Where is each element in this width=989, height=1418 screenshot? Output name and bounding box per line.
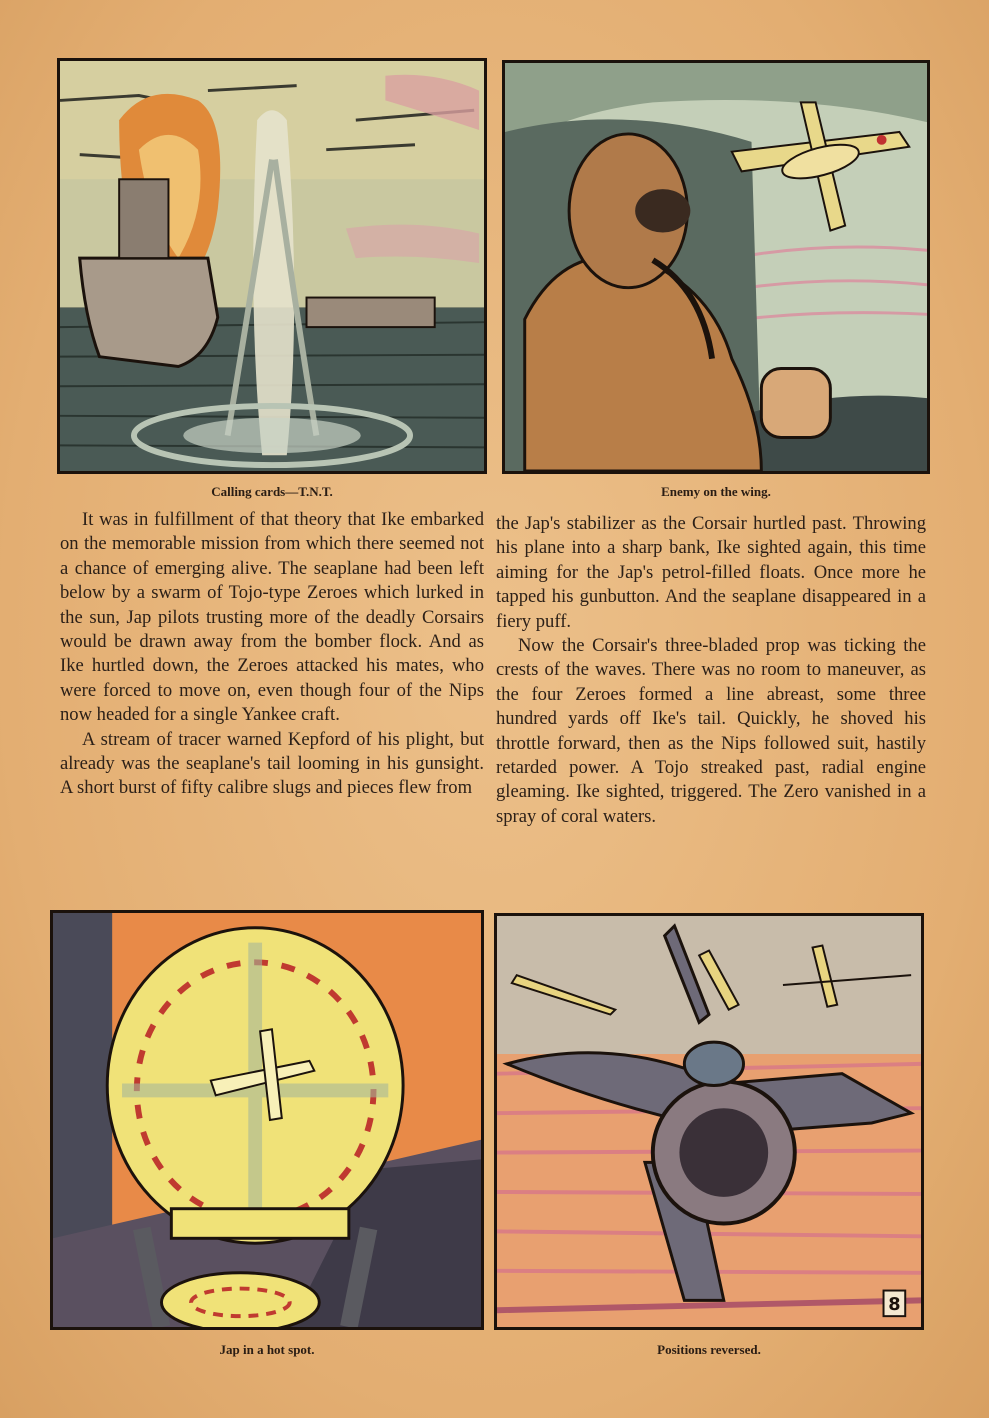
panel-pilot — [502, 60, 930, 474]
panel-gunsight — [50, 910, 484, 1330]
caption-panel-2: Enemy on the wing. — [661, 484, 771, 499]
article-column-left — [60, 508, 484, 801]
article-column-right — [496, 512, 926, 829]
panel-dogfight — [494, 913, 924, 1330]
pilot-illustration — [505, 63, 927, 471]
paragraph: It was in fulfillment of that theory that Ike embarked on the memorable mission from which there seemed not a chance of emerging alive. The seaplane had been left below by a swarm of Tojo-type Zeroes which lurked in the sun, Jap pilots trusting more of the deadly Corsairs would be drawn away from the bomber flock. And as Ike hurtled down, the Zeroes attacked his mates, who were forced to move on, even though four of the Nips now headed for a single Yankee craft. — [60, 509, 484, 726]
caption-panel-3: Jap in a hot spot. — [219, 1342, 315, 1357]
caption-panel-1: Calling cards—T.N.T. — [211, 484, 333, 499]
paragraph: A stream of tracer warned Kepford of his plight, but already was the seaplane's tail looming in his gunsight. A short burst of fifty calibre slugs and pieces flew from — [60, 728, 484, 799]
paragraph: Now the Corsair's three-bladed prop was ticking the crests of the waves. There was no room to maneuver, as the four Zeroes formed a line abreast, some three hundred yards off Ike's tail. Quickly, he shoved his throttle forward, then as the Nips followed suit, hastily retarded power. A Tojo streaked past, radial engine gleaming. Ike sighted, triggered. The Zero vanished in a spray of coral waters. — [496, 635, 926, 827]
explosion-illustration — [60, 61, 484, 471]
dogfight-illustration — [497, 916, 921, 1327]
page-number: 8 — [888, 1295, 901, 1316]
panel-explosion — [57, 58, 487, 474]
gunsight-illustration — [53, 913, 481, 1327]
caption-panel-4: Positions reversed. — [657, 1342, 761, 1357]
paragraph: the Jap's stabilizer as the Corsair hurtled past. Throwing his plane into a sharp bank, Ike sighted again, this time aiming for the Jap's petrol-filled floats. Once more he tapped his gunbutton. And the seaplane disappeared in a fiery puff. — [496, 513, 926, 632]
